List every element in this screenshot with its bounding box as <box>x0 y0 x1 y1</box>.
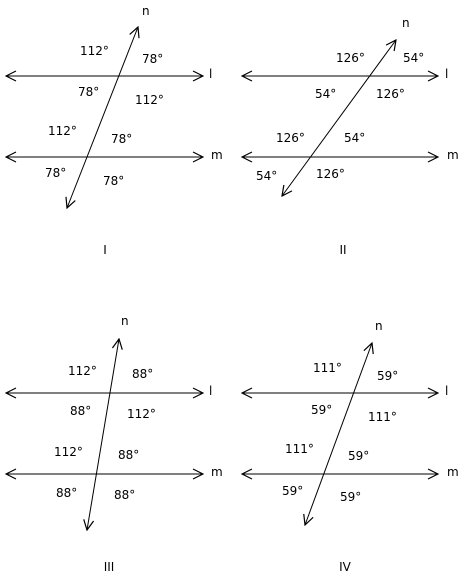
angle-label: 59° <box>377 369 399 383</box>
angle-label: 112° <box>80 44 109 58</box>
angle-label: 78° <box>78 85 100 99</box>
line-label-bottom: m <box>211 465 223 479</box>
angle-label: 111° <box>313 361 342 375</box>
angle-label: 88° <box>114 488 136 502</box>
angle-label: 126° <box>336 51 365 65</box>
angle-label: 54° <box>315 87 337 101</box>
line-label-top: l <box>445 384 449 398</box>
angle-label: 78° <box>103 174 125 188</box>
line-label-bottom: m <box>447 148 459 162</box>
roman-label: II <box>339 243 347 257</box>
angle-label: 126° <box>316 167 345 181</box>
roman-label: III <box>103 560 115 574</box>
angle-label: 54° <box>344 131 366 145</box>
transversal-label: n <box>142 4 150 18</box>
angle-label: 88° <box>118 448 140 462</box>
diagram-3 <box>6 314 223 574</box>
angle-label: 59° <box>311 403 333 417</box>
angle-label: 88° <box>70 404 92 418</box>
angle-label: 112° <box>135 93 164 107</box>
angle-label: 126° <box>376 87 405 101</box>
line-label-bottom: m <box>211 148 223 162</box>
line-label-top: l <box>209 67 213 81</box>
angle-label: 78° <box>111 132 133 146</box>
angle-label: 59° <box>340 490 362 504</box>
transversal-label: n <box>121 314 129 328</box>
angle-label: 78° <box>142 52 164 66</box>
roman-label: IV <box>339 560 351 574</box>
diagram-2 <box>242 16 459 257</box>
angle-label: 112° <box>48 124 77 138</box>
angle-label: 88° <box>56 486 78 500</box>
roman-label: I <box>103 243 107 257</box>
diagram-1 <box>6 4 223 257</box>
angle-label: 54° <box>403 51 425 65</box>
angle-label: 111° <box>285 442 314 456</box>
line-label-top: l <box>445 67 449 81</box>
transversal-label: n <box>375 319 383 333</box>
angle-label: 112° <box>54 445 83 459</box>
line-label-top: l <box>209 384 213 398</box>
angle-label: 59° <box>282 484 304 498</box>
line-label-bottom: m <box>447 465 459 479</box>
angle-label: 88° <box>132 367 154 381</box>
angle-label: 112° <box>127 407 156 421</box>
angle-label: 111° <box>368 410 397 424</box>
angle-label: 78° <box>45 166 67 180</box>
angle-label: 54° <box>256 169 278 183</box>
angle-label: 126° <box>276 131 305 145</box>
angle-label: 112° <box>68 364 97 378</box>
diagram-4 <box>242 319 459 574</box>
transversal-label: n <box>402 16 410 30</box>
angle-label: 59° <box>348 449 370 463</box>
